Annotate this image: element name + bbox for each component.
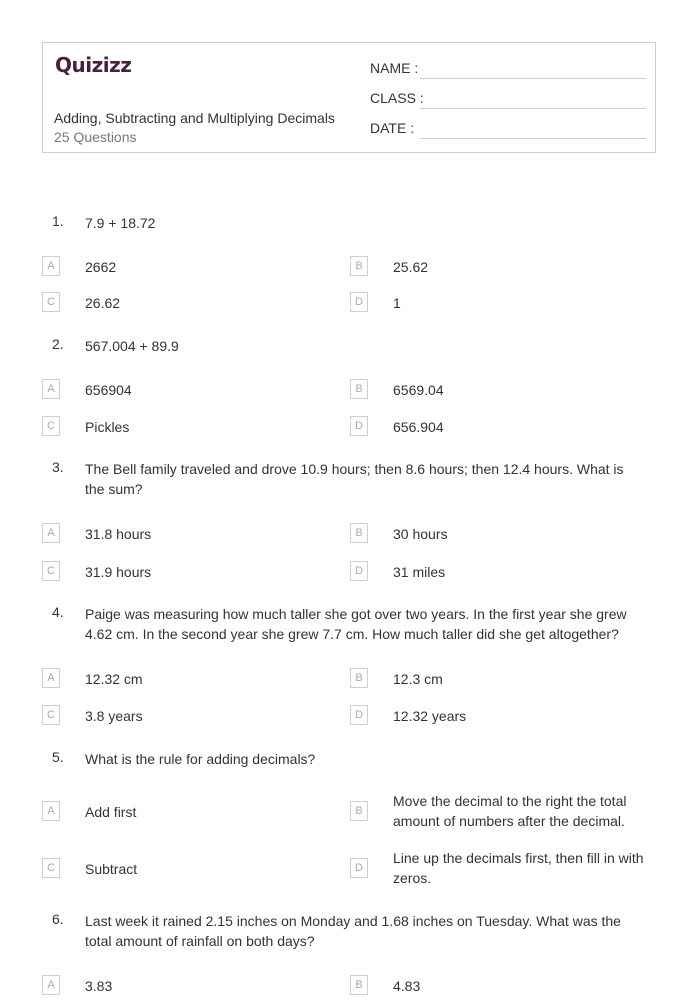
name-field[interactable]	[370, 60, 646, 80]
option-d[interactable]	[350, 292, 660, 318]
option-letter: B	[350, 801, 368, 821]
question-number: 5.	[52, 749, 64, 765]
option-letter: B	[350, 379, 368, 399]
option-a[interactable]	[42, 801, 352, 827]
option-text: 4.83	[393, 978, 421, 994]
option-c[interactable]	[42, 858, 352, 884]
option-c[interactable]	[42, 416, 352, 442]
option-letter: C	[42, 416, 60, 436]
option-a[interactable]	[42, 256, 352, 282]
option-text: 656904	[85, 382, 132, 398]
option-text: 26.62	[85, 295, 121, 311]
name-line[interactable]	[420, 78, 646, 79]
option-b[interactable]	[350, 523, 660, 549]
option-text: 12.3 cm	[393, 671, 443, 687]
option-letter: D	[350, 705, 368, 725]
option-d[interactable]	[350, 561, 660, 587]
class-label: CLASS :	[370, 90, 424, 106]
option-letter: D	[350, 561, 368, 581]
class-line[interactable]	[420, 108, 646, 109]
date-field[interactable]	[370, 120, 646, 140]
option-letter: A	[42, 801, 60, 821]
option-text: 31.9 hours	[85, 564, 152, 580]
option-text: 25.62	[393, 259, 429, 275]
option-a[interactable]	[42, 379, 352, 405]
option-b[interactable]	[350, 379, 660, 405]
class-field[interactable]	[370, 90, 646, 110]
question-count: 25 Questions	[54, 129, 137, 145]
option-c[interactable]	[42, 292, 352, 318]
option-text: 2662	[85, 259, 117, 275]
option-letter: D	[350, 292, 368, 312]
option-text: Line up the decimals first, then fill in with zeros.	[393, 850, 644, 886]
option-a[interactable]	[42, 523, 352, 549]
name-label: NAME :	[370, 60, 419, 76]
option-text: Subtract	[85, 861, 138, 877]
option-d[interactable]	[350, 850, 660, 886]
option-letter: B	[350, 975, 368, 995]
option-text: 12.32 years	[393, 708, 467, 724]
option-letter: D	[350, 858, 368, 878]
option-text: 3.83	[85, 978, 113, 994]
option-letter: D	[350, 416, 368, 436]
worksheet-header	[42, 42, 656, 153]
option-letter: B	[350, 668, 368, 688]
option-text: 1	[393, 295, 401, 311]
question-number: 2.	[52, 336, 64, 352]
option-letter: A	[42, 379, 60, 399]
option-text: 31 miles	[393, 564, 446, 580]
option-b[interactable]	[350, 668, 660, 694]
option-b[interactable]	[350, 256, 660, 282]
question-number: 3.	[52, 459, 64, 475]
option-c[interactable]	[42, 561, 352, 587]
option-letter: B	[350, 523, 368, 543]
option-text: Add first	[85, 804, 137, 820]
option-text: Move the decimal to the right the total amount of numbers after the decimal.	[393, 793, 627, 829]
option-letter: A	[42, 975, 60, 995]
question-number: 6.	[52, 911, 64, 927]
option-letter: C	[42, 292, 60, 312]
option-b[interactable]	[350, 793, 660, 829]
option-d[interactable]	[350, 416, 660, 442]
quizizz-logo: Quizizz	[55, 53, 132, 77]
option-d[interactable]	[350, 705, 660, 731]
worksheet-title: Adding, Subtracting and Multiplying Decimals	[54, 110, 335, 126]
question-text: Paige was measuring how much taller she got over two years. In the first year she grew 4.62 cm. In the second year she grew 7.7 cm. How much taller did she get altogether?	[85, 606, 627, 642]
question-number: 4.	[52, 604, 64, 620]
option-text: 656.904	[393, 419, 444, 435]
option-text: 3.8 years	[85, 708, 143, 724]
option-letter: B	[350, 256, 368, 276]
date-label: DATE :	[370, 120, 415, 136]
option-a[interactable]	[42, 975, 352, 1001]
option-text: 12.32 cm	[85, 671, 143, 687]
option-text: 31.8 hours	[85, 526, 152, 542]
option-letter: A	[42, 668, 60, 688]
question-text: 567.004 + 89.9	[85, 338, 179, 354]
question-text: What is the rule for adding decimals?	[85, 751, 316, 767]
option-b[interactable]	[350, 975, 660, 1001]
question-text: Last week it rained 2.15 inches on Monday and 1.68 inches on Tuesday. What was the total amount of rainfall on both days?	[85, 913, 621, 949]
option-letter: A	[42, 523, 60, 543]
option-text: Pickles	[85, 419, 130, 435]
option-letter: A	[42, 256, 60, 276]
question-number: 1.	[52, 213, 64, 229]
option-text: 6569.04	[393, 382, 444, 398]
question-text: 7.9 + 18.72	[85, 215, 156, 231]
option-text: 30 hours	[393, 526, 448, 542]
option-letter: C	[42, 858, 60, 878]
option-letter: C	[42, 561, 60, 581]
option-letter: C	[42, 705, 60, 725]
option-c[interactable]	[42, 705, 352, 731]
date-line[interactable]	[420, 138, 646, 139]
question-text: The Bell family traveled and drove 10.9 hours; then 8.6 hours; then 12.4 hours. What is the sum?	[85, 461, 624, 497]
option-a[interactable]	[42, 668, 352, 694]
